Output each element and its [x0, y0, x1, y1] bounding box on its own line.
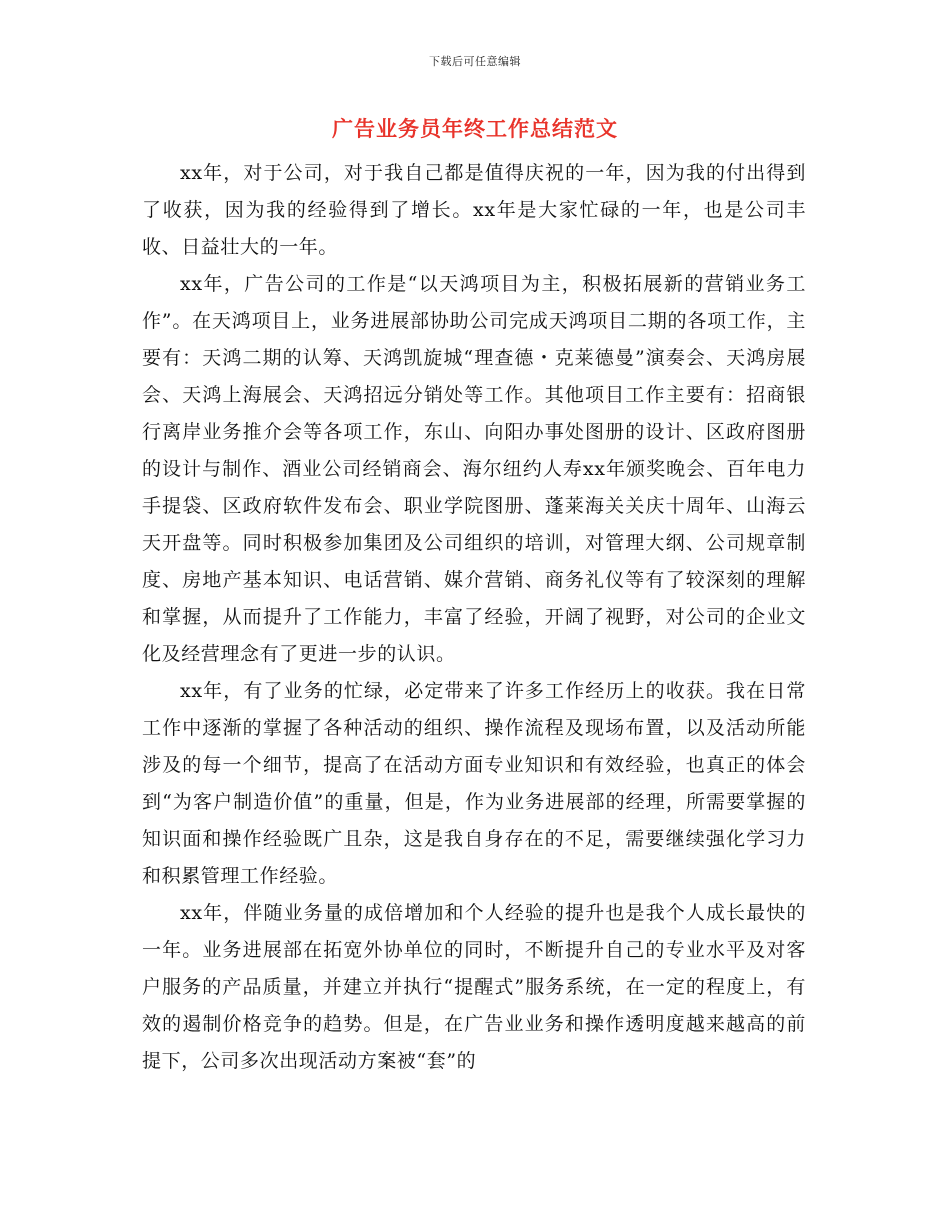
- paragraph-1: xx年，对于公司，对于我自己都是值得庆祝的一年，因为我的付出得到了收获，因为我的经验得到了增长。xx年是大家忙碌的一年，也是公司丰收、日益壮大的一年。: [142, 162, 806, 258]
- paragraph-3: xx年，有了业务的忙绿，必定带来了许多工作经历上的收获。我在日常工作中逐渐的掌握了各种活动的组织、操作流程及现场布置，以及活动所能涉及的每一个细节，提高了在活动方面专业知识和有效经验，也真正的体会到“为客户制造价值”的重量，但是，作为业务进展部的经理，所需要掌握的知识面和操作经验既广且杂，这是我自身存在的不足，需要继续强化学习力和积累管理工作经验。: [142, 680, 806, 887]
- document-title: 广告业务员年终工作总结范文: [332, 116, 618, 141]
- paragraph-4: xx年，伴随业务量的成倍增加和个人经验的提升也是我个人成长最快的一年。业务进展部在拓宽外协单位的同时，不断提升自己的专业水平及对客户服务的产品质量，并建立并执行“提醒式”服务系统，在一定的程度上，有效的遏制价格竞争的趋势。但是，在广告业业务和操作透明度越来越高的前提下，公司多次出现活动方案被“套”的: [142, 902, 806, 1072]
- document-body: [142, 155, 806, 1080]
- paragraph-2: xx年，广告公司的工作是“以天鸿项目为主，积极拓展新的营销业务工作”。在天鸿项目上，业务进展部协助公司完成天鸿项目二期的各项工作，主要有：天鸿二期的认筹、天鸿凯旋城“理查德・克莱德曼”演奏会、天鸿房展会、天鸿上海展会、天鸿招远分销处等工作。其他项目工作主要有：招商银行离岸业务推介会等各项工作，东山、向阳办事处图册的设计、区政府图册的设计与制作、酒业公司经销商会、海尔纽约人寿xx年颁奖晚会、百年电力手提袋、区政府软件发布会、职业学院图册、蓬莱海关关庆十周年、山海云天开盘等。同时积极参加集团及公司组织的培训，对管理大纲、公司规章制度、房地产基本知识、电话营销、媒介营销、商务礼仪等有了较深刻的理解和掌握，从而提升了工作能力，丰富了经验，开阔了视野，对公司的企业文化及经营理念有了更进一步的认识。: [142, 273, 806, 665]
- header-note: 下载后可任意编辑: [429, 55, 521, 68]
